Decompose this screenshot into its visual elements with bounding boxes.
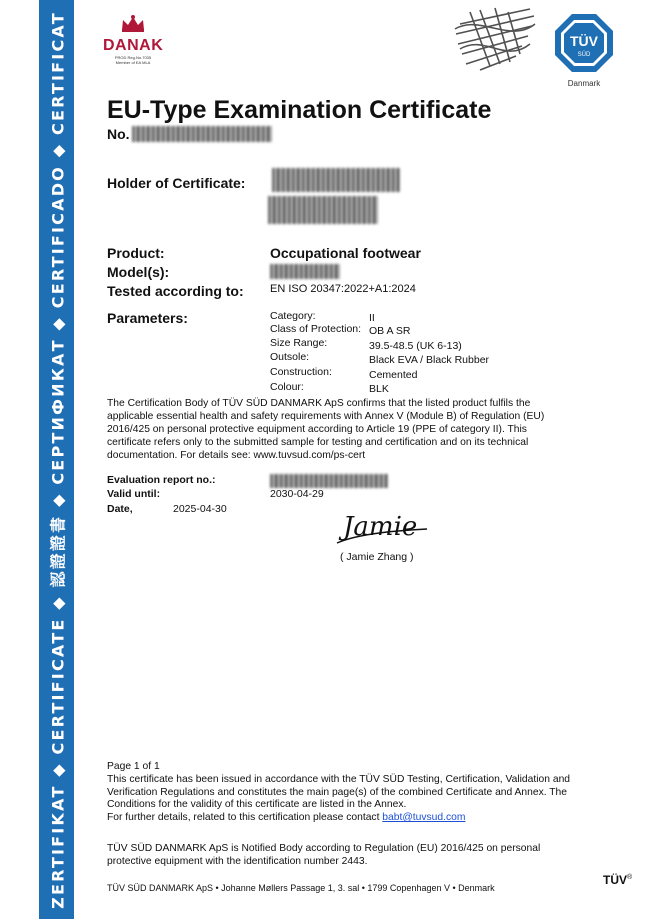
contact-email-link[interactable]: babt@tuvsud.com	[382, 812, 466, 823]
tuv-sud-logo	[552, 13, 616, 88]
page-indicator: Page 1 of 1	[107, 761, 160, 772]
validity-notice: This certificate has been issued in accordance with the TÜV SÜD Testing, Certification, Validation and Verification Regulations and constitutes the main page(s) of the combined Certificate and Annex. The Conditions for the validity of this certificate are listed in the Annex.	[107, 774, 571, 810]
certificate-no-label: No.	[107, 126, 130, 142]
contact-prefix: For further details, related to this certification please contact	[107, 812, 383, 823]
holder-label: Holder of Certificate:	[107, 175, 246, 191]
models-redacted	[270, 264, 340, 279]
models-label: Model(s):	[107, 264, 170, 280]
parameters-label: Parameters:	[107, 310, 188, 326]
valid-until-value: 2030-04-29	[270, 488, 324, 500]
signature-image	[335, 505, 435, 547]
tuv-octagon-icon	[554, 13, 614, 73]
tuv-footer-mark	[603, 873, 632, 887]
signature-script: Jamie	[343, 512, 418, 542]
tuv-country: Danmark	[567, 79, 601, 88]
param-name: Outsole:	[270, 351, 310, 363]
tuv-logo-text: TÜV	[570, 33, 598, 49]
evaluation-report-label: Evaluation report no.:	[107, 474, 216, 486]
param-value: Black EVA / Black Rubber	[369, 354, 490, 366]
side-certificate-band	[39, 0, 74, 919]
danak-member-line: Member of EA MLA	[115, 60, 151, 65]
danak-reg-line: PROD Reg.No.7035	[114, 55, 152, 60]
param-value: Cemented	[369, 369, 418, 381]
notified-body-notice: TÜV SÜD DANMARK ApS is Notified Body according to Regulation (EU) 2016/425 on personal protective equipment with the identification number 2443.	[107, 843, 541, 867]
danak-logo	[103, 14, 163, 65]
holder-name-redacted	[272, 168, 400, 192]
tuv-footer-text: TÜV	[603, 873, 627, 887]
param-name: Category:	[270, 310, 316, 322]
product-value: Occupational footwear	[270, 245, 421, 261]
holder-address-redacted	[268, 196, 378, 224]
param-name: Colour:	[270, 381, 304, 393]
evaluation-report-redacted	[270, 474, 388, 488]
tested-label: Tested according to:	[107, 283, 244, 299]
param-value: OB A SR	[369, 325, 411, 337]
certificate-title: EU-Type Examination Certificate	[107, 96, 492, 124]
registered-icon: ®	[627, 874, 633, 881]
signatory-name: ( Jamie Zhang )	[340, 551, 414, 563]
date-label: Date,	[107, 503, 133, 515]
stamp-scribble-icon	[450, 4, 540, 74]
date-value: 2025-04-30	[173, 503, 227, 515]
param-value: 39.5-48.5 (UK 6-13)	[369, 340, 462, 352]
param-name: Class of Protection:	[270, 323, 362, 335]
company-address: TÜV SÜD DANMARK ApS • Johanne Møllers Passage 1, 3. sal • 1799 Copenhagen V • Denmark	[107, 883, 495, 893]
param-value: II	[369, 312, 375, 324]
param-name: Size Range:	[270, 337, 328, 349]
danak-name: DANAK	[103, 37, 164, 54]
side-band-text: ZERTIFIKAT ◆ CERTIFICATE ◆ 認證證書 ◆ СЕРТИФИКАТ ◆ CERTIFICADO ◆ CERTIFICAT	[48, 10, 67, 909]
certification-statement: The Certification Body of TÜV SÜD DANMARK ApS confirms that the listed product fulfils the applicable essential health and safety requirements with Annex V (Module B) of Regulation (EU) 2016/425 on personal protective equipment according to Article 19 (PPE of category II). This certificate refers only to the submitted sample for testing and certification and on its technical documentation. For details see: www.tuvsud.com/ps-cert	[107, 398, 545, 461]
contact-line	[107, 812, 607, 825]
valid-until-label: Valid until:	[107, 488, 161, 500]
tested-value: EN ISO 20347:2022+A1:2024	[270, 283, 416, 295]
crown-icon	[120, 14, 146, 32]
product-label: Product:	[107, 245, 165, 261]
param-name: Construction:	[270, 366, 332, 378]
param-value: BLK	[369, 383, 389, 395]
tuv-logo-sub: SÜD	[577, 52, 591, 58]
certificate-no-redacted	[132, 126, 272, 142]
